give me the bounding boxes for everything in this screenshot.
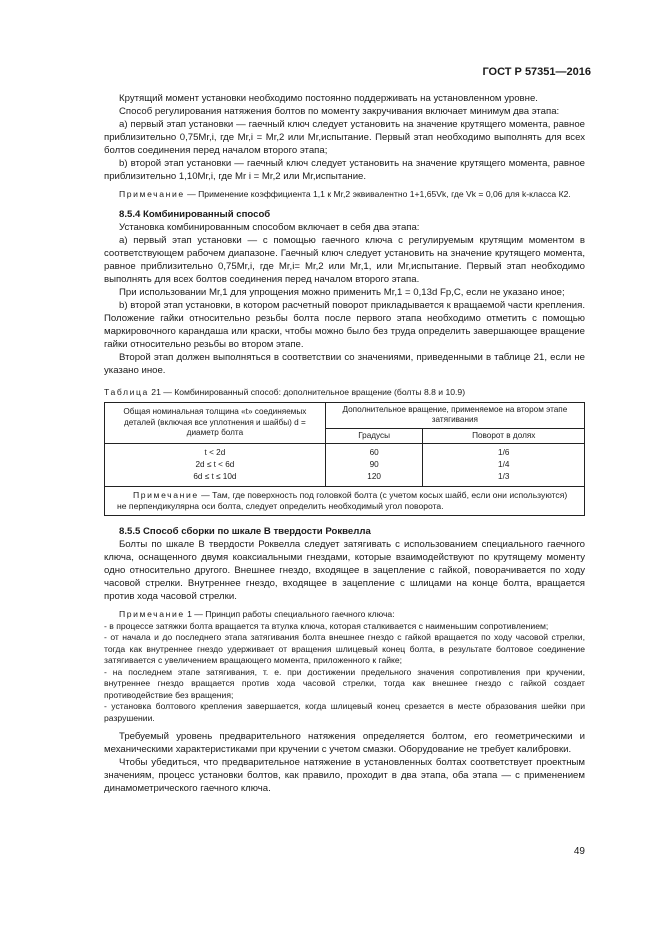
table-note xyxy=(105,487,585,516)
paragraph: Болты по шкале В твердости Роквелла следует затягивать с использованием специального гаечного ключа, оснащенного двумя коаксиальными гнездами, которые взаимодействуют по крутящему моменту одно относительно другого. Внешнее гнездо, входящее в зацепление с гайкой, поворачивается по ходу часовой стрелки. Внутреннее гнездо, входящее в зацепление с шлицами на конце болта, вращается против хода часовой стрелки. xyxy=(104,539,585,602)
table-note-label: Примечание xyxy=(133,490,199,500)
cell-text: 90 xyxy=(369,460,379,469)
cell-text: 1/4 xyxy=(498,460,510,469)
paragraph: а) первый этап установки — гаечный ключ следует установить на значение крутящего момента, равное приблизительно 0,75Mr,i, где Mr,i = Mr,2 или Mr,испытание. Первый этап необходимо выполнять для всех болтов соединения перед началом второго этапа; xyxy=(104,119,585,156)
paragraph: b) второй этап установки — гаечный ключ следует установить на значение крутящего момента, равное приблизительно 1,10Mr,i, где Mr i = Mr,2 или Mr,испытание. xyxy=(104,158,585,182)
table-header-thickness: Общая номинальная толщина «t» соединяемых деталей (включая все уплотнения и шайбы) d = диаметр болта xyxy=(105,402,326,444)
page-content xyxy=(104,92,585,795)
cell-text: t < 2d xyxy=(204,448,226,457)
note-list-item: - на последнем этапе затягивания, т. е. при достижении предельного значения сопротивления при кручении, внутреннее гнездо вращается против хода часовой стрелки, тогда как внешнее гнездо с гайкой создает противодействие без вращения; xyxy=(104,666,585,700)
note-list-item: - в процессе затяжки болта вращается та втулка ключа, которая сталкивается с наименьшим сопротивлением; xyxy=(104,620,549,631)
table-caption xyxy=(104,386,585,399)
table-cell-fraction xyxy=(423,444,585,487)
note-label: Примечание xyxy=(119,189,185,199)
document-header: ГОСТ Р 57351—2016 xyxy=(482,66,591,78)
table-row xyxy=(105,444,585,487)
paragraph: Способ регулирования натяжения болтов по моменту закручивания включает минимум два этапа: xyxy=(119,106,560,117)
cell-text: 6d ≤ t ≤ 10d xyxy=(193,472,237,481)
paragraph: Крутящий момент установки необходимо постоянно поддерживать на установленном уровне. xyxy=(119,93,538,104)
cell-text: 60 xyxy=(369,448,379,457)
table-header-fraction: Поворот в долях xyxy=(423,428,585,444)
cell-text: 1/6 xyxy=(498,448,510,457)
table-caption-label: Таблица xyxy=(104,386,149,397)
cell-text: 2d ≤ t < 6d xyxy=(195,460,235,469)
paragraph: Требуемый уровень предварительного натяжения определяется болтом, его геометрическими и механическими характеристиками при кручении с учетом смазки. Оборудование не требует калибровки. xyxy=(104,731,585,755)
note xyxy=(104,189,585,201)
table-21 xyxy=(104,402,585,517)
paragraph: При использовании Mr,1 для упрощения можно применить Mr,1 = 0,13d Fp,C, если не указано иное; xyxy=(119,286,565,298)
table-caption-text: 21 — Комбинированный способ: дополнительное вращение (болты 8.8 и 10.9) xyxy=(148,386,466,397)
table-note-text: — Там, где поверхность под головкой болта (с учетом косых шайб, если они используются) не перпендикулярна оси болта, следует определить необходимый угол поворота. xyxy=(117,490,568,511)
table-header-degrees: Градусы xyxy=(325,428,423,444)
table-header-rotation: Дополнительное вращение, применяемое на втором этапе затягивания xyxy=(325,402,584,428)
note-list-item: - от начала и до последнего этапа затягивания болта внешнее гнездо с гайкой вращается по ходу часовой стрелки, тогда как внутреннее гнездо удерживает от вращения шлицевый конец болта, в результате болтовое соединение затягивается с увеличением вращающего момента, приложенного к гайке; xyxy=(104,632,585,665)
note-text: 1 — Принцип работы специального гаечного ключа: xyxy=(184,609,395,619)
note xyxy=(104,609,585,621)
section-title: 8.5.4 Комбинированный способ xyxy=(119,208,271,220)
cell-text: 1/3 xyxy=(498,472,510,481)
paragraph: а) первый этап установки — с помощью гаечного ключа с регулируемым крутящим моментом в соответствующем рабочем диапазоне. Гаечный ключ следует установить на значение крутящего момента, равное приблизительно 0,75Mr,i, где Mr,i= Mr,2 или Mr,1, или Mr,испытание. Первый этап необходимо выполнять для всех болтов соединения перед началом второго этапа. xyxy=(104,234,585,285)
note-label: Примечание xyxy=(119,609,185,619)
table-cell-thickness xyxy=(105,444,326,487)
cell-text: 120 xyxy=(367,472,381,481)
paragraph: Чтобы убедиться, что предварительное натяжение в установленных болтах соответствует проектным значениям, процесс установки болтов, как правило, проходит в два этапа, оба этапа — с применением динамометрического гаечного ключа. xyxy=(104,757,585,794)
paragraph: Второй этап должен выполняться в соответствии со значениями, приведенными в таблице 21, если не указано иное. xyxy=(104,351,585,376)
note-list-item: - установка болтового крепления завершается, когда шлицевый конец срезается в месте образования шейки при разрушении. xyxy=(104,701,585,723)
paragraph: b) второй этап установки, в котором расчетный поворот прикладывается к вращаемой части крепления. Положение гайки относительно резьбы болта после первого этапа необходимо отметить с помощью маркировочного карандаша или краски, чтобы можно было без труда определить завершающее вращение гайки относительно резьбы во втором этапе. xyxy=(104,299,585,350)
paragraph: Установка комбинированным способом включает в себя два этапа: xyxy=(119,221,420,233)
page-number: 49 xyxy=(573,846,585,857)
table-cell-degrees xyxy=(325,444,423,487)
note-text: — Применение коэффициента 1,1 к Mr,2 эквивалентно 1+1,65Vk, где Vk = 0,06 для k-класса К2. xyxy=(184,189,571,199)
section-title: 8.5.5 Способ сборки по шкале В твердости Роквелла xyxy=(119,526,371,537)
